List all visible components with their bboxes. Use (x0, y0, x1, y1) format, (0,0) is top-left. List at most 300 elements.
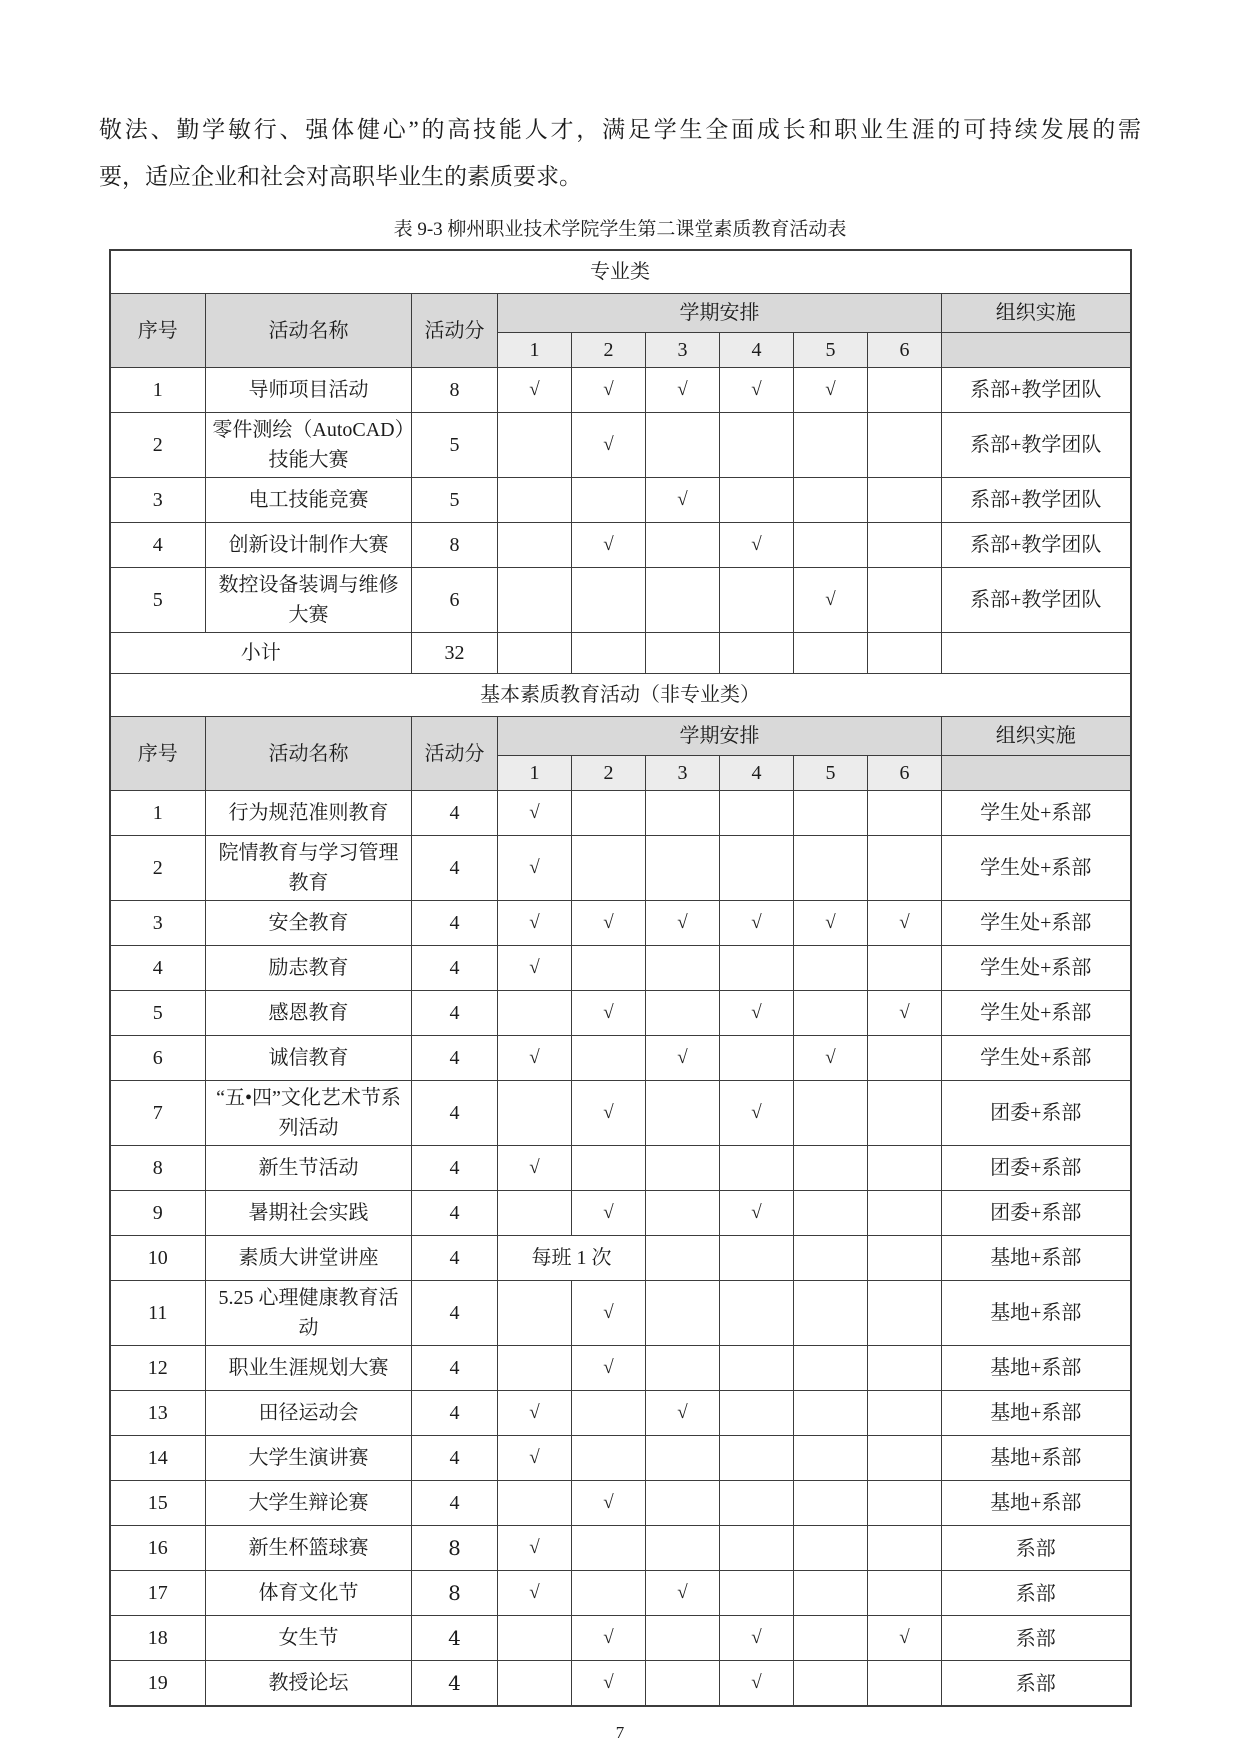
semester-check-cell: √ (868, 1616, 942, 1661)
semester-check-cell: √ (646, 1571, 720, 1616)
table-row (110, 1481, 1131, 1526)
score-cell: 4 (412, 1616, 498, 1661)
section-header-basic (110, 674, 1131, 717)
seq-cell: 17 (110, 1571, 206, 1616)
table-row (110, 1661, 1131, 1707)
semester-check-cell (720, 1236, 794, 1281)
semester-check-cell (868, 1391, 942, 1436)
seq-cell: 7 (110, 1081, 206, 1146)
semester-check-cell (646, 413, 720, 478)
org-cell: 基地+系部 (942, 1436, 1131, 1481)
score-cell: 8 (412, 523, 498, 568)
table-row (110, 523, 1131, 568)
semester-check-cell: √ (720, 1616, 794, 1661)
seq-cell: 6 (110, 1036, 206, 1081)
semester-check-cell (868, 1571, 942, 1616)
semester-note-cell: 每班 1 次 (498, 1236, 646, 1281)
semester-check-cell (720, 946, 794, 991)
activity-name-cell: 田径运动会 (206, 1391, 412, 1436)
section-title: 专业类 (110, 250, 1131, 294)
semester-check-cell (572, 1391, 646, 1436)
semester-check-cell (646, 1436, 720, 1481)
semester-check-cell (794, 1146, 868, 1191)
semester-check-cell: √ (794, 568, 868, 633)
semester-check-cell (868, 791, 942, 836)
table-row (110, 946, 1131, 991)
score-cell: 4 (412, 946, 498, 991)
score-cell: 4 (412, 1281, 498, 1346)
semester-check-cell (868, 413, 942, 478)
subtotal-value-cell: 32 (412, 633, 498, 674)
activity-name-cell: 安全教育 (206, 901, 412, 946)
activity-name-cell: 院情教育与学习管理教育 (206, 836, 412, 901)
table-row (110, 1391, 1131, 1436)
activity-name-cell: 暑期社会实践 (206, 1191, 412, 1236)
seq-cell: 3 (110, 478, 206, 523)
activity-name-cell: 职业生涯规划大赛 (206, 1346, 412, 1391)
semester-check-cell (868, 1661, 942, 1707)
activity-name-cell: 素质大讲堂讲座 (206, 1236, 412, 1281)
semester-check-cell (794, 991, 868, 1036)
score-cell: 4 (412, 1436, 498, 1481)
semester-check-cell (720, 1526, 794, 1571)
col-header-score: 活动分 (412, 717, 498, 791)
semester-check-cell: √ (498, 946, 572, 991)
score-cell: 4 (412, 1661, 498, 1707)
semester-number-header: 5 (794, 333, 868, 368)
org-cell: 系部+教学团队 (942, 568, 1131, 633)
semester-check-cell (646, 1481, 720, 1526)
semester-check-cell (868, 523, 942, 568)
seq-cell: 13 (110, 1391, 206, 1436)
semester-check-cell (868, 568, 942, 633)
semester-check-cell (720, 836, 794, 901)
org-spacer-cell (942, 756, 1131, 791)
semester-check-cell (646, 791, 720, 836)
col-header-org: 组织实施 (942, 294, 1131, 333)
table-header-row (110, 717, 1131, 756)
seq-cell: 4 (110, 523, 206, 568)
semester-check-cell (794, 1391, 868, 1436)
org-cell: 团委+系部 (942, 1081, 1131, 1146)
org-cell: 学生处+系部 (942, 836, 1131, 901)
semester-check-cell: √ (572, 901, 646, 946)
semester-check-cell (646, 1146, 720, 1191)
semester-check-cell (794, 478, 868, 523)
semester-check-cell: √ (868, 991, 942, 1036)
org-cell: 团委+系部 (942, 1146, 1131, 1191)
semester-check-cell: √ (572, 1661, 646, 1707)
org-spacer-cell (942, 333, 1131, 368)
semester-check-cell (720, 1281, 794, 1346)
activity-name-cell: 数控设备装调与维修大赛 (206, 568, 412, 633)
semester-check-cell: √ (572, 1081, 646, 1146)
score-cell: 4 (412, 901, 498, 946)
semester-check-cell (646, 1191, 720, 1236)
semester-check-cell (794, 1616, 868, 1661)
page-number: 7 (615, 1723, 625, 1742)
score-cell: 8 (412, 368, 498, 413)
semester-check-cell (646, 1281, 720, 1346)
semester-check-cell (646, 1236, 720, 1281)
org-cell: 系部 (942, 1526, 1131, 1571)
semester-check-cell: √ (498, 1436, 572, 1481)
semester-number-header: 4 (720, 333, 794, 368)
activity-name-cell: 大学生辩论赛 (206, 1481, 412, 1526)
activity-name-cell: 教授论坛 (206, 1661, 412, 1707)
semester-check-cell (572, 946, 646, 991)
semester-check-cell (646, 1081, 720, 1146)
semester-check-cell: √ (720, 901, 794, 946)
semester-check-cell (498, 1661, 572, 1707)
table-row (110, 1571, 1131, 1616)
semester-check-cell: √ (794, 1036, 868, 1081)
semester-check-cell (646, 568, 720, 633)
semester-check-cell (646, 1526, 720, 1571)
activity-name-cell: 5.25 心理健康教育活动 (206, 1281, 412, 1346)
semester-check-cell: √ (498, 1571, 572, 1616)
score-cell: 8 (412, 1571, 498, 1616)
col-header-activity: 活动名称 (206, 717, 412, 791)
table-row (110, 413, 1131, 478)
score-cell: 4 (412, 1191, 498, 1236)
org-cell: 团委+系部 (942, 1191, 1131, 1236)
semester-check-cell (794, 946, 868, 991)
semester-check-cell: √ (498, 1391, 572, 1436)
activity-name-cell: 诚信教育 (206, 1036, 412, 1081)
table-header-row (110, 294, 1131, 333)
semester-check-cell (646, 1616, 720, 1661)
semester-check-cell (794, 1571, 868, 1616)
table-row (110, 1436, 1131, 1481)
semester-check-cell: √ (794, 901, 868, 946)
semester-check-cell (572, 836, 646, 901)
semester-check-cell: √ (498, 836, 572, 901)
score-cell: 6 (412, 568, 498, 633)
semester-check-cell: √ (720, 1081, 794, 1146)
semester-check-cell: √ (572, 368, 646, 413)
empty-cell (868, 633, 942, 674)
semester-check-cell (868, 946, 942, 991)
semester-check-cell (868, 1036, 942, 1081)
org-cell: 学生处+系部 (942, 991, 1131, 1036)
org-cell: 系部 (942, 1571, 1131, 1616)
semester-check-cell (720, 1036, 794, 1081)
activity-name-cell: “五•四”文化艺术节系列活动 (206, 1081, 412, 1146)
score-cell: 4 (412, 991, 498, 1036)
semester-check-cell (646, 1346, 720, 1391)
body-paragraph (99, 0, 1141, 200)
semester-check-cell (572, 1526, 646, 1571)
semester-check-cell (720, 1436, 794, 1481)
paragraph-line: 要，适应企业和社会对高职毕业生的素质要求。 (99, 164, 582, 189)
seq-cell: 16 (110, 1526, 206, 1571)
table-row (110, 368, 1131, 413)
seq-cell: 2 (110, 413, 206, 478)
seq-cell: 19 (110, 1661, 206, 1707)
semester-check-cell: √ (572, 1346, 646, 1391)
table-row (110, 1036, 1131, 1081)
table-row (110, 991, 1131, 1036)
score-cell: 4 (412, 1346, 498, 1391)
semester-check-cell (794, 1281, 868, 1346)
semester-check-cell: √ (572, 991, 646, 1036)
semester-check-cell (720, 1571, 794, 1616)
semester-check-cell: √ (720, 523, 794, 568)
activity-name-cell: 励志教育 (206, 946, 412, 991)
org-cell: 系部+教学团队 (942, 413, 1131, 478)
semester-check-cell: √ (572, 523, 646, 568)
score-cell: 8 (412, 1526, 498, 1571)
seq-cell: 5 (110, 991, 206, 1036)
semester-check-cell (646, 523, 720, 568)
score-cell: 4 (412, 791, 498, 836)
semester-check-cell (498, 523, 572, 568)
semester-check-cell: √ (646, 1036, 720, 1081)
org-cell: 系部 (942, 1616, 1131, 1661)
score-cell: 4 (412, 836, 498, 901)
seq-cell: 3 (110, 901, 206, 946)
semester-check-cell: √ (868, 901, 942, 946)
semester-check-cell (720, 1346, 794, 1391)
empty-cell (572, 633, 646, 674)
semester-check-cell (868, 1346, 942, 1391)
semester-check-cell (498, 1616, 572, 1661)
semester-check-cell (572, 791, 646, 836)
semester-check-cell: √ (646, 478, 720, 523)
semester-check-cell (646, 991, 720, 1036)
score-cell: 4 (412, 1146, 498, 1191)
semester-check-cell (868, 1081, 942, 1146)
seq-cell: 10 (110, 1236, 206, 1281)
org-cell: 基地+系部 (942, 1481, 1131, 1526)
semester-check-cell (498, 1281, 572, 1346)
seq-cell: 2 (110, 836, 206, 901)
org-cell: 学生处+系部 (942, 946, 1131, 991)
semester-check-cell (572, 568, 646, 633)
semester-check-cell (720, 1146, 794, 1191)
activity-name-cell: 新生节活动 (206, 1146, 412, 1191)
semester-number-header: 2 (572, 333, 646, 368)
org-cell: 系部 (942, 1661, 1131, 1707)
seq-cell: 4 (110, 946, 206, 991)
semester-check-cell (572, 1036, 646, 1081)
semester-check-cell: √ (720, 991, 794, 1036)
semester-check-cell (868, 1436, 942, 1481)
semester-check-cell (720, 413, 794, 478)
activity-name-cell: 电工技能竞赛 (206, 478, 412, 523)
semester-check-cell: √ (794, 368, 868, 413)
subtotal-label-cell: 小计 (110, 633, 412, 674)
paragraph-line: 敬法、勤学敏行、强体健心”的高技能人才，满足学生全面成长和职业生涯的可持续发展的需 (99, 117, 1141, 142)
semester-check-cell (646, 946, 720, 991)
semester-check-cell: √ (498, 368, 572, 413)
semester-check-cell (572, 1146, 646, 1191)
seq-cell: 12 (110, 1346, 206, 1391)
score-cell: 4 (412, 1391, 498, 1436)
activity-name-cell: 行为规范准则教育 (206, 791, 412, 836)
semester-check-cell (868, 1481, 942, 1526)
seq-cell: 15 (110, 1481, 206, 1526)
score-cell: 4 (412, 1236, 498, 1281)
semester-check-cell (720, 791, 794, 836)
semester-check-cell: √ (572, 1616, 646, 1661)
table-row (110, 791, 1131, 836)
semester-check-cell (794, 836, 868, 901)
table-row (110, 1526, 1131, 1571)
activity-name-cell: 导师项目活动 (206, 368, 412, 413)
semester-number-header: 5 (794, 756, 868, 791)
semester-check-cell: √ (720, 1191, 794, 1236)
col-header-seq: 序号 (110, 294, 206, 368)
semester-check-cell: √ (572, 413, 646, 478)
semester-check-cell (720, 478, 794, 523)
semester-check-cell (794, 1481, 868, 1526)
table-row (110, 1346, 1131, 1391)
seq-cell: 9 (110, 1191, 206, 1236)
score-cell: 5 (412, 413, 498, 478)
table-row (110, 568, 1131, 633)
org-cell: 基地+系部 (942, 1346, 1131, 1391)
activity-name-cell: 创新设计制作大赛 (206, 523, 412, 568)
seq-cell: 5 (110, 568, 206, 633)
score-cell: 4 (412, 1081, 498, 1146)
semester-number-header: 6 (868, 333, 942, 368)
semester-check-cell (868, 1236, 942, 1281)
semester-check-cell (794, 1526, 868, 1571)
semester-check-cell: √ (572, 1281, 646, 1346)
semester-check-cell (868, 1146, 942, 1191)
org-cell: 系部+教学团队 (942, 523, 1131, 568)
semester-check-cell: √ (498, 791, 572, 836)
semester-check-cell (646, 1661, 720, 1707)
table-row (110, 1146, 1131, 1191)
score-cell: 5 (412, 478, 498, 523)
semester-number-header: 1 (498, 756, 572, 791)
org-cell: 学生处+系部 (942, 901, 1131, 946)
activity-name-cell: 体育文化节 (206, 1571, 412, 1616)
semester-check-cell: √ (572, 1191, 646, 1236)
seq-cell: 11 (110, 1281, 206, 1346)
org-cell: 系部+教学团队 (942, 368, 1131, 413)
activity-name-cell: 女生节 (206, 1616, 412, 1661)
table-row (110, 836, 1131, 901)
seq-cell: 1 (110, 791, 206, 836)
empty-cell (720, 633, 794, 674)
semester-check-cell: √ (498, 1146, 572, 1191)
table-caption: 表 9-3 柳州职业技术学院学生第二课堂素质教育活动表 (393, 219, 847, 240)
empty-cell (942, 633, 1131, 674)
semester-check-cell (498, 991, 572, 1036)
org-cell: 系部+教学团队 (942, 478, 1131, 523)
semester-check-cell (572, 1571, 646, 1616)
semester-check-cell: √ (498, 1526, 572, 1571)
semester-check-cell (794, 1661, 868, 1707)
semester-check-cell (794, 1081, 868, 1146)
table-row (110, 1236, 1131, 1281)
org-cell: 基地+系部 (942, 1281, 1131, 1346)
semester-check-cell (794, 1436, 868, 1481)
semester-check-cell (498, 1346, 572, 1391)
seq-cell: 14 (110, 1436, 206, 1481)
semester-number-header: 3 (646, 333, 720, 368)
semester-check-cell (498, 568, 572, 633)
seq-cell: 1 (110, 368, 206, 413)
semester-check-cell (646, 836, 720, 901)
col-header-semester: 学期安排 (498, 717, 942, 756)
seq-cell: 8 (110, 1146, 206, 1191)
table-row (110, 478, 1131, 523)
org-cell: 基地+系部 (942, 1391, 1131, 1436)
empty-cell (646, 633, 720, 674)
activity-name-cell: 零件测绘（AutoCAD）技能大赛 (206, 413, 412, 478)
table-row (110, 1191, 1131, 1236)
col-header-org: 组织实施 (942, 717, 1131, 756)
semester-check-cell (572, 478, 646, 523)
semester-check-cell (868, 478, 942, 523)
table-row (110, 1081, 1131, 1146)
activity-name-cell: 大学生演讲赛 (206, 1436, 412, 1481)
semester-check-cell (720, 1391, 794, 1436)
semester-check-cell: √ (720, 1661, 794, 1707)
score-cell: 4 (412, 1481, 498, 1526)
table-row (110, 1616, 1131, 1661)
semester-check-cell: √ (646, 368, 720, 413)
org-cell: 学生处+系部 (942, 791, 1131, 836)
score-cell: 4 (412, 1036, 498, 1081)
activity-table (109, 249, 1132, 1707)
seq-cell: 18 (110, 1616, 206, 1661)
semester-check-cell (498, 1191, 572, 1236)
semester-check-cell (720, 568, 794, 633)
semester-check-cell (720, 1481, 794, 1526)
empty-cell (794, 633, 868, 674)
col-header-score: 活动分 (412, 294, 498, 368)
col-header-activity: 活动名称 (206, 294, 412, 368)
section-title: 基本素质教育活动（非专业类） (110, 674, 1131, 717)
org-cell: 基地+系部 (942, 1236, 1131, 1281)
col-header-seq: 序号 (110, 717, 206, 791)
semester-check-cell (498, 1481, 572, 1526)
semester-check-cell (572, 1436, 646, 1481)
semester-check-cell: √ (498, 901, 572, 946)
semester-check-cell (868, 1526, 942, 1571)
semester-check-cell (498, 478, 572, 523)
semester-check-cell (498, 1081, 572, 1146)
semester-check-cell (794, 1346, 868, 1391)
semester-number-header: 1 (498, 333, 572, 368)
org-cell: 学生处+系部 (942, 1036, 1131, 1081)
semester-check-cell: √ (646, 1391, 720, 1436)
subtotal-row (110, 633, 1131, 674)
semester-check-cell: √ (498, 1036, 572, 1081)
semester-check-cell: √ (646, 901, 720, 946)
semester-check-cell (868, 1191, 942, 1236)
col-header-semester: 学期安排 (498, 294, 942, 333)
semester-check-cell (794, 413, 868, 478)
semester-check-cell (794, 791, 868, 836)
activity-name-cell: 感恩教育 (206, 991, 412, 1036)
semester-number-header: 6 (868, 756, 942, 791)
activity-name-cell: 新生杯篮球赛 (206, 1526, 412, 1571)
semester-number-header: 3 (646, 756, 720, 791)
semester-check-cell (794, 523, 868, 568)
section-header-professional (110, 250, 1131, 294)
semester-number-header: 4 (720, 756, 794, 791)
semester-check-cell (794, 1191, 868, 1236)
semester-check-cell (794, 1236, 868, 1281)
empty-cell (498, 633, 572, 674)
